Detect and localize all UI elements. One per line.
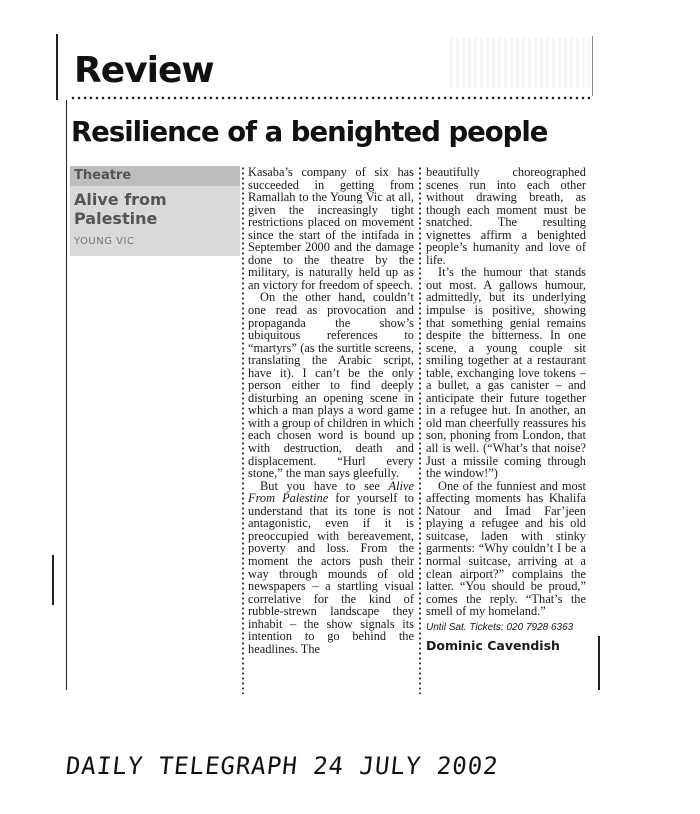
- venue-label: YOUNG VIC: [74, 236, 135, 247]
- paragraph: On the other hand, couldn’t one read as provocation and propaganda the show’s ubiquitous references to “martyrs” (as the surtitle screens, translating the Arabic script, have it). I can’t be the only person either to find deeply disturbing an opening scene in which a man plays a word game with a group of children in which each chosen word is bound up with destruction, death and displacement. “Hurl every stone,” the man says gleefully.: [248, 290, 414, 481]
- left-fold-mark: [52, 555, 54, 605]
- left-column-rule: [66, 100, 67, 690]
- ticket-info: Until Sat. Tickets: 020 7928 6363: [426, 621, 574, 633]
- show-title-italic: Alive From Palestine: [248, 478, 414, 506]
- column-divider-1: [242, 166, 244, 694]
- headline: Resilience of a benighted people: [71, 116, 548, 148]
- right-edge-line: [598, 636, 600, 690]
- dotted-divider: [70, 96, 590, 100]
- left-border-line: [56, 34, 58, 100]
- show-through-print: [450, 38, 590, 88]
- paragraph: One of the funniest and most affecting moments has Khalifa Natour and Imad Far’jeen playing a refugee and his old suitcase, laden with stinky garments: “Why couldn’t I be a normal suitcase, arriving at a clean airport?” complains the latter. “You should be proud,” comes the reply. “That’s the smell of my homeland.”: [426, 478, 586, 619]
- right-edge-line-top: [592, 36, 593, 96]
- category-label: Theatre: [70, 166, 240, 186]
- body-column-1: [248, 166, 414, 655]
- paragraph: It’s the humour that stands out most. A gallows humour, admittedly, but its underlying impulse is positive, showing that something genial remains despite the bitterness. In one scene, a young couple sit smiling together at a restaurant table, exchanging love tokens – a bullet, a gas canister – and anticipate their future together in a refugee hut. In another, an old man cheerfully reassures his son, phoning from London, that all is well. (“What’s that noise? Just a missile coming through the window!”): [426, 265, 586, 481]
- column-divider-2: [419, 166, 421, 694]
- paragraph: beautifully choreographed scenes run into each other without drawing breath, as though each moment must be snatched. The resulting vignettes affirm a benighted people’s humanity and love of life.: [426, 165, 586, 267]
- body-column-2: [426, 166, 586, 653]
- show-title: Alive from Palestine: [74, 190, 167, 228]
- handwritten-source-note: DAILY TELEGRAPH 24 JULY 2002: [64, 752, 501, 780]
- section-title: Review: [74, 50, 214, 91]
- paragraph: But you have to see Alive From Palestine for yourself to understand that its tone is not antagonistic, even if it is preoccupied with bereavement, poverty and loss. From the moment the actors push their way through mounds of old newspapers – a startling visual correlative for the kind of rubble-strewn landscape they inhabit – the show signals its intention to go behind the headlines. The: [248, 478, 415, 656]
- author-byline: Dominic Cavendish: [426, 638, 560, 654]
- paragraph: Kasaba’s company of six has succeeded in getting from Ramallah to the Young Vic at all, given the increasingly tight restrictions placed on movement since the start of the intifada in September 2000 and the damage done to the theatre by the military, is naturally held up as an victory for freedom of speech.: [248, 165, 414, 292]
